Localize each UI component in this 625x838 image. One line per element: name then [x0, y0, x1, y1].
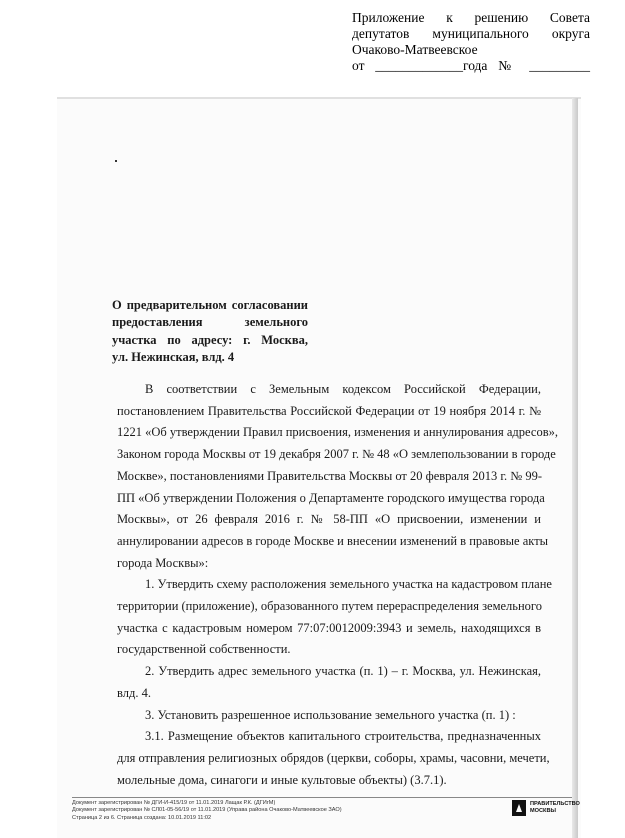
- body-line: молельные дома, синагоги и иные культовые объекты) (3.7.1).: [117, 772, 447, 787]
- kremlin-icon: [512, 800, 526, 816]
- footer-divider: [72, 797, 572, 798]
- body-line: Законом города Москвы от 19 декабря 2007 г. № 48 «О землепользовании в городе: [117, 447, 556, 462]
- body-line: 3.1. Размещение объектов капитального строительства, предназначенных: [145, 729, 541, 744]
- subject-line-1: О предварительном согласовании: [112, 298, 308, 312]
- registration-footer: [72, 800, 432, 822]
- body-line: 2. Утвердить адрес земельного участка (п. 1) – г. Москва, ул. Нежинская,: [145, 664, 541, 679]
- scan-speck: [115, 160, 117, 162]
- footer-line-1: Документ зарегистрирован № ДГИ-И-415/19 от 11.01.2019 Лащак Р.К. (ДГИгМ): [72, 800, 276, 806]
- body-line: влд. 4.: [117, 685, 151, 700]
- footer-line-3: Страница 2 из 6. Страница создана: 10.01.2019 11:02: [72, 814, 212, 821]
- logo-line-2: МОСКВЫ: [530, 808, 556, 814]
- body-line: постановлением Правительства Российской Федерации от 19 ноября 2014 г. №: [117, 403, 541, 418]
- body-line: Москве», постановлениями Правительства Москвы от 20 февраля 2013 г. № 99-: [117, 468, 543, 483]
- body-line: Москвы», от 26 февраля 2016 г. № 58-ПП «О присвоении, изменении и: [117, 512, 541, 527]
- appendix-header: [352, 10, 590, 74]
- appendix-line-4: от _____________года № _________: [352, 58, 590, 73]
- body-line: В соответствии с Земельным кодексом Российской Федерации,: [145, 382, 541, 396]
- body-line: ПП «Об утверждении Положения о Департаменте городского имущества города: [117, 490, 545, 505]
- scan-edge-top: [57, 97, 581, 99]
- body-line: 1221 «Об утверждении Правил присвоения, изменения и аннулирования адресов»,: [117, 425, 558, 440]
- body-line: территории (приложение), образованного путем перераспределения земельного: [117, 599, 542, 614]
- subject-line-3: участка по адресу: г. Москва,: [112, 332, 308, 347]
- appendix-line-1: Приложение к решению Совета: [352, 10, 590, 25]
- subject-line-4: ул. Нежинская, влд. 4: [112, 349, 235, 364]
- logo-text: [530, 801, 580, 814]
- subject-line-2: предоставления земельного: [112, 315, 308, 330]
- logo-line-1: ПРАВИТЕЛЬСТВО: [530, 801, 580, 808]
- body-line: для отправления религиозных обрядов (церкви, соборы, храмы, часовни, мечети,: [117, 750, 550, 765]
- document-subject: [112, 297, 308, 366]
- body-line: участка с кадастровым номером 77:07:0012009:3943 и земель, находящихся в: [117, 620, 541, 635]
- appendix-line-2: депутатов муниципального округа: [352, 26, 590, 41]
- footer-line-2: Документ зарегистрирован № СЛ01-05-56/19 от 11.01.2019 (Управа района Очаково-Матвеевское ЗАО): [72, 807, 342, 814]
- appendix-line-3: Очаково-Матвеевское: [352, 42, 478, 57]
- scan-edge-right: [572, 98, 578, 838]
- body-line: города Москвы»:: [117, 555, 209, 570]
- body-line: 3. Установить разрешенное использование земельного участка (п. 1) :: [145, 707, 516, 722]
- moscow-government-logo: [512, 800, 580, 816]
- body-line: 1. Утвердить схему расположения земельного участка на кадастровом плане: [145, 577, 552, 592]
- body-line: государственной собственности.: [117, 642, 291, 657]
- body-line: аннулировании адресов в городе Москве и внесении изменений в правовые акты: [117, 533, 549, 548]
- document-body: [117, 379, 558, 791]
